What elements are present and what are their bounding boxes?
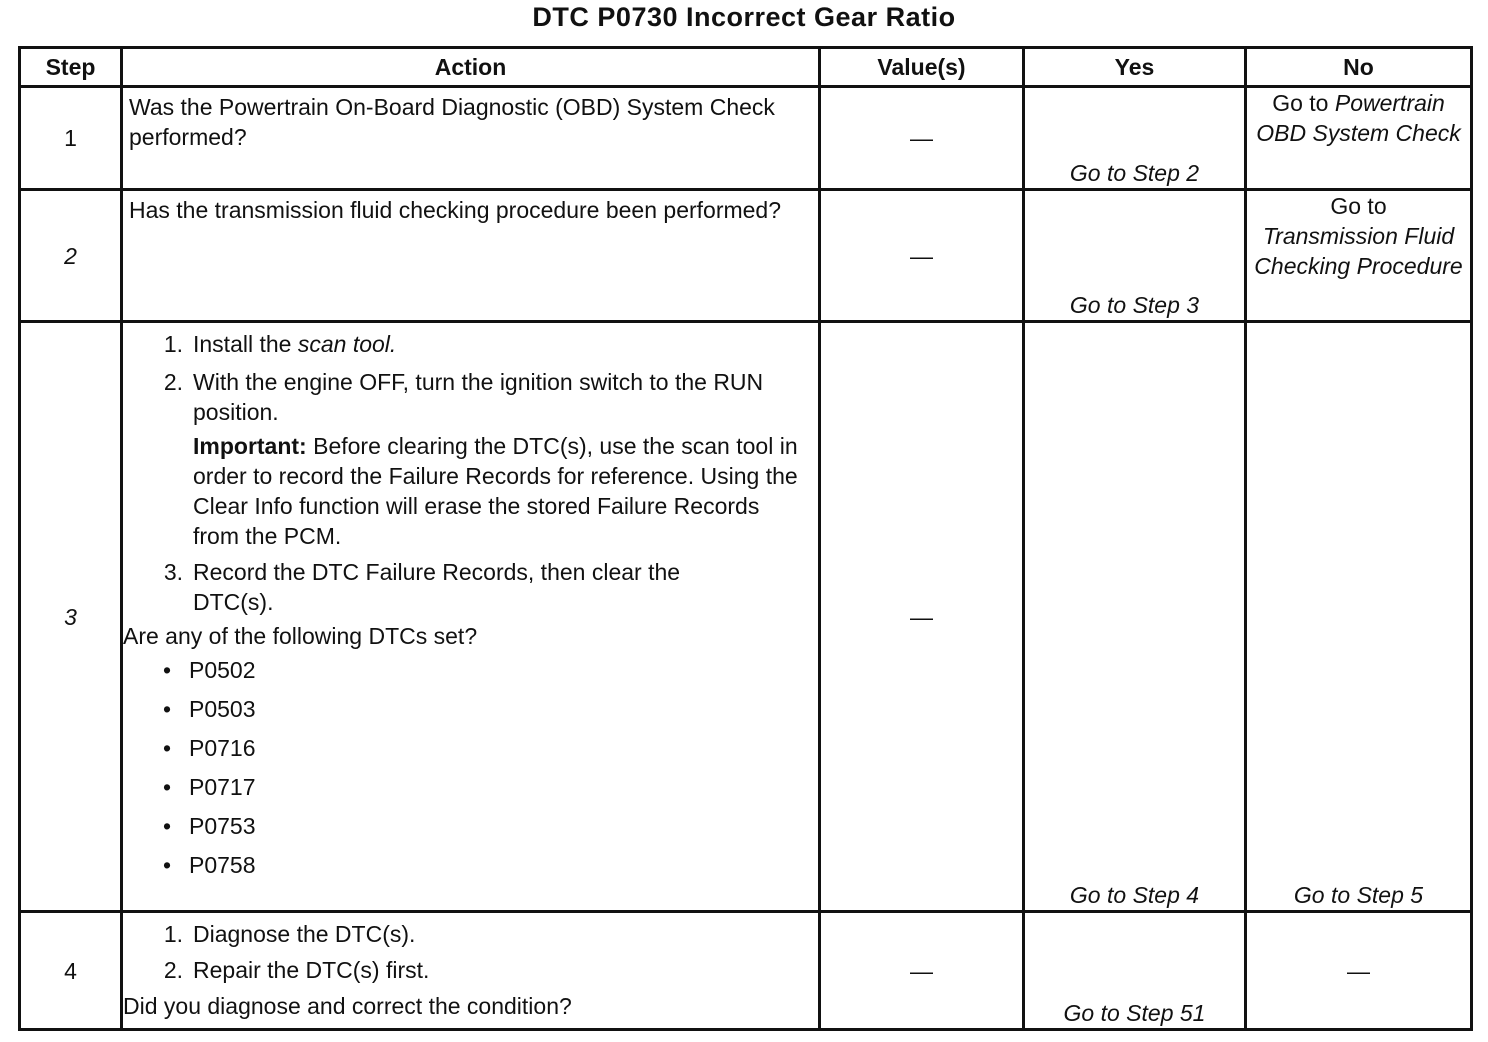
values-cell: — <box>820 87 1024 190</box>
no-prefix: Go to <box>1272 90 1329 116</box>
dtc-code <box>163 733 812 772</box>
yes-link[interactable]: Go to Step 4 <box>1024 322 1246 912</box>
substep <box>153 955 812 985</box>
header-no: No <box>1246 48 1472 87</box>
header-values: Value(s) <box>820 48 1024 87</box>
question-text: Did you diagnose and correct the condition? <box>123 993 572 1019</box>
no-link-text: Powertrain OBD System Check <box>1256 90 1461 146</box>
yes-link[interactable]: Go to Step 2 <box>1024 87 1246 190</box>
dtc-code-text: P0717 <box>189 774 256 800</box>
substep-text: Install the <box>193 331 298 357</box>
substep-text: Repair the DTC(s) first. <box>193 957 430 983</box>
no-link[interactable]: Go to Step 5 <box>1246 322 1472 912</box>
substep-number: 2. <box>163 957 183 983</box>
substep-number: 3. <box>163 559 183 585</box>
bullet-icon: • <box>163 696 172 722</box>
important-text: Before clearing the DTC(s), use the scan tool in order to record the Failure Records for reference. Using the Clear Info function will erase the stored Failure Records from the PCM. <box>193 433 798 549</box>
important-label: Important: <box>193 433 307 459</box>
substep <box>153 367 812 427</box>
substep-text: Diagnose the DTC(s). <box>193 921 416 947</box>
header-row <box>20 48 1472 87</box>
substep-number: 2. <box>163 369 183 395</box>
dtc-code-list <box>123 655 812 882</box>
substep <box>153 919 812 949</box>
dtc-code-text: P0503 <box>189 696 256 722</box>
substep-list <box>123 919 812 985</box>
substep-text: With the engine OFF, turn the ignition switch to the RUN position. <box>193 369 764 425</box>
step-number: 2 <box>20 190 122 322</box>
substep-text: Record the DTC Failure Records, then clear the DTC(s). <box>193 559 681 615</box>
bullet-icon: • <box>163 657 172 683</box>
step-number: 3 <box>20 322 122 912</box>
no-link-text: Transmission Fluid Checking Procedure <box>1254 223 1463 279</box>
bullet-icon: • <box>163 813 172 839</box>
substep-list <box>123 329 812 427</box>
values-cell: — <box>820 912 1024 1030</box>
step-number: 4 <box>20 912 122 1030</box>
values-cell: — <box>820 190 1024 322</box>
step-number: 1 <box>20 87 122 190</box>
dtc-code <box>163 694 812 733</box>
no-link: — <box>1246 912 1472 1030</box>
bullet-icon: • <box>163 852 172 878</box>
substep-list <box>123 557 812 617</box>
dtc-code <box>163 850 812 882</box>
dtc-table <box>18 46 1473 1031</box>
bullet-icon: • <box>163 735 172 761</box>
action-cell <box>122 912 820 1030</box>
dtc-code <box>163 655 812 694</box>
substep-number: 1. <box>163 331 183 357</box>
dtc-code-text: P0758 <box>189 852 256 878</box>
table-row <box>20 190 1472 322</box>
values-cell: — <box>820 322 1024 912</box>
substep <box>153 557 812 617</box>
no-link[interactable] <box>1246 190 1472 322</box>
question-text: Are any of the following DTCs set? <box>123 623 478 649</box>
dtc-code-text: P0502 <box>189 657 256 683</box>
substep <box>153 329 812 359</box>
table-row <box>20 322 1472 912</box>
action-text: Was the Powertrain On-Board Diagnostic (OBD) System Check performed? <box>122 87 820 190</box>
page-title: DTC P0730 Incorrect Gear Ratio <box>532 2 956 32</box>
substep-number: 1. <box>163 921 183 947</box>
action-text: Has the transmission fluid checking procedure been performed? <box>122 190 820 322</box>
important-note <box>123 431 808 551</box>
bullet-icon: • <box>163 774 172 800</box>
header-action: Action <box>122 48 820 87</box>
header-step: Step <box>20 48 122 87</box>
table-row <box>20 87 1472 190</box>
dtc-code-text: P0753 <box>189 813 256 839</box>
dtc-code-text: P0716 <box>189 735 256 761</box>
dtc-code <box>163 772 812 811</box>
substep-italic: scan tool. <box>297 331 397 357</box>
yes-link[interactable]: Go to Step 3 <box>1024 190 1246 322</box>
no-prefix: Go to <box>1330 193 1387 219</box>
table-row <box>20 912 1472 1030</box>
dtc-code <box>163 811 812 850</box>
no-link[interactable] <box>1246 87 1472 190</box>
yes-link[interactable]: Go to Step 51 <box>1024 912 1246 1030</box>
header-yes: Yes <box>1024 48 1246 87</box>
action-cell <box>122 322 820 912</box>
